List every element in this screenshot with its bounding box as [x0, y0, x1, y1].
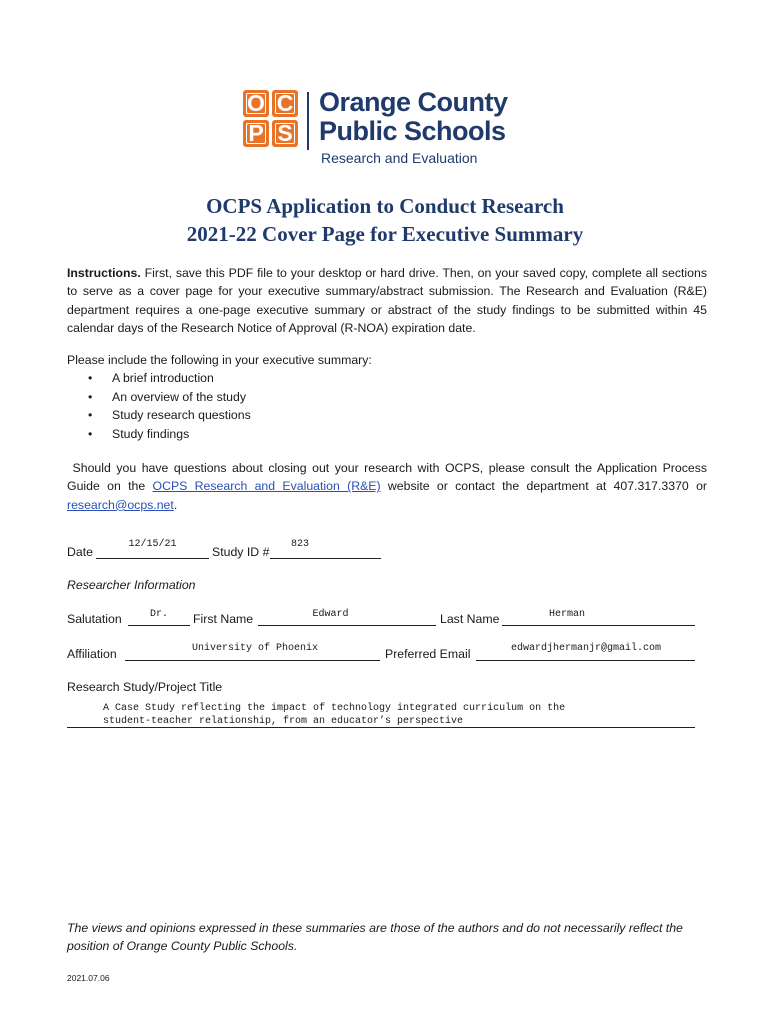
- study-id-field[interactable]: [270, 558, 381, 559]
- project-title-field[interactable]: [67, 727, 695, 728]
- include-intro: Please include the following in your executive summary:: [67, 353, 372, 367]
- research-evaluation-link[interactable]: OCPS Research and Evaluation (R&E): [152, 479, 381, 494]
- researcher-info-heading: Researcher Information: [67, 578, 196, 592]
- footer-date: 2021.07.06: [67, 973, 110, 983]
- last-name-field[interactable]: [502, 625, 695, 626]
- date-field[interactable]: [96, 558, 209, 559]
- contact-text-before: Should you have questions about closing out your research with OCPS, please consult the Application Process Guide on the: [67, 461, 708, 494]
- list-item: • Study research questions: [67, 406, 707, 424]
- project-title-value-line1: A Case Study reflecting the impact of technology integrated curriculum on the: [103, 703, 566, 714]
- date-value: 12/15/21: [128, 539, 177, 550]
- first-name-field[interactable]: [258, 625, 436, 626]
- page-title: [0, 192, 770, 248]
- last-name-label: Last Name: [440, 612, 500, 626]
- research-email-link[interactable]: research@ocps.net: [67, 497, 174, 512]
- list-item: • Study findings: [67, 425, 707, 443]
- salutation-field[interactable]: [128, 625, 190, 626]
- preferred-email-label: Preferred Email: [385, 647, 471, 661]
- contact-text-after: .: [173, 497, 178, 512]
- include-list: [67, 369, 707, 443]
- salutation-value: Dr.: [149, 609, 168, 620]
- title-line2: 2021-22 Cover Page for Executive Summary: [186, 222, 584, 246]
- preferred-email-field[interactable]: [476, 660, 695, 661]
- affiliation-label: Affiliation: [67, 647, 117, 661]
- title-line1: OCPS Application to Conduct Research: [206, 194, 564, 218]
- last-name-value: Herman: [548, 609, 585, 620]
- first-name-label: First Name: [193, 612, 254, 626]
- logo-name-line1: Orange County: [319, 87, 508, 117]
- logo-subtitle: Research and Evaluation: [321, 150, 478, 166]
- affiliation-value: University of Phoenix: [191, 643, 319, 654]
- logo-tile-p: P: [243, 120, 269, 147]
- logo-tile-c: C: [272, 90, 298, 117]
- project-title-label: Research Study/Project Title: [67, 680, 223, 694]
- instructions-lead: Instructions.: [67, 266, 141, 280]
- affiliation-field[interactable]: [125, 660, 380, 661]
- logo-tile-s: S: [272, 120, 298, 147]
- list-item: • A brief introduction: [67, 369, 707, 387]
- study-id-label: Study ID #: [212, 545, 270, 559]
- list-item: • An overview of the study: [67, 388, 707, 406]
- first-name-value: Edward: [312, 609, 349, 620]
- contact-paragraph: [67, 459, 707, 514]
- disclaimer: The views and opinions expressed in these summaries are those of the authors and do not necessarily reflect the position of Orange County Public Schools.: [67, 921, 683, 954]
- logo-name: [319, 88, 508, 146]
- study-id-value: 823: [290, 539, 309, 550]
- ocps-logo-tiles: [243, 90, 299, 148]
- logo-divider: [307, 92, 309, 150]
- instructions-paragraph: [67, 264, 707, 338]
- preferred-email-value: edwardjhermanjr@gmail.com: [510, 643, 662, 654]
- logo-name-line2: Public Schools: [319, 116, 506, 146]
- date-label: Date: [67, 545, 93, 559]
- ocps-logo: [243, 88, 533, 172]
- instructions-body: First, save this PDF file to your desktop or hard drive. Then, on your saved copy, complete all sections to serve as a cover page for your executive summary/abstract submission. The Research and Evaluation (R&E) department requires a one-page executive summary or abstract of the study findings to be submitted within 45 calendar days of the Research Notice of Approval (R-NOA) expiration date.: [67, 266, 707, 336]
- include-section: [67, 351, 707, 443]
- contact-text-middle: website or contact the department at 407.317.3370 or: [380, 479, 708, 494]
- project-title-value-line2: student-teacher relationship, from an educator’s perspective: [103, 716, 464, 727]
- logo-tile-o: O: [243, 90, 269, 117]
- salutation-label: Salutation: [67, 612, 122, 626]
